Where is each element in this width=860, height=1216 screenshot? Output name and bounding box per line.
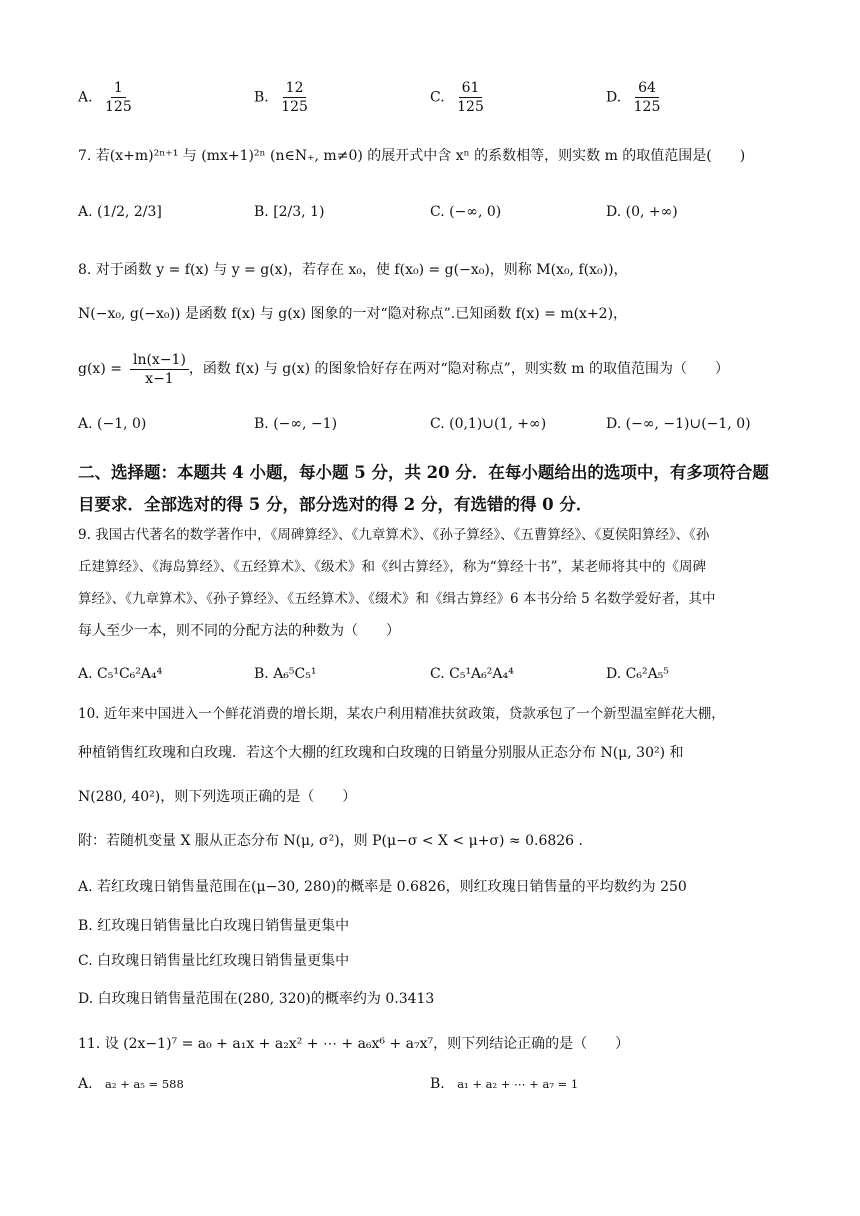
q6-option-d bbox=[606, 80, 660, 115]
denominator: 125 bbox=[105, 99, 132, 116]
q7-option-a: A. (1/2, 2/3] bbox=[78, 204, 162, 220]
q6-option-c bbox=[430, 80, 484, 115]
q6-option-a bbox=[78, 80, 132, 115]
numerator: 12 bbox=[283, 80, 307, 98]
q9-line-4: 每人至少一本，则不同的分配方法的种数为（ ） bbox=[78, 623, 400, 639]
q6-option-b bbox=[254, 80, 308, 115]
option-letter: B. bbox=[254, 89, 269, 106]
option-letter: A. bbox=[78, 89, 93, 106]
q9-option-a: A. C₅¹C₆²A₄⁴ bbox=[78, 666, 163, 682]
q10-line-1: 10. 近年来中国进入一个鲜花消费的增长期，某农户利用精准扶贫政策，贷款承包了一个新型温室鲜花大棚， bbox=[78, 706, 725, 722]
q8-line-3 bbox=[78, 352, 729, 387]
option-letter: D. bbox=[606, 89, 622, 106]
q10-option-a: A. 若红玫瑰日销售量范围在(μ−30, 280)的概率是 0.6826，则红玫瑰日销售量的平均数约为 250 bbox=[78, 879, 687, 895]
section-2-heading-line-1: 二、选择题：本题共 4 小题，每小题 5 分，共 20 分．在每小题给出的选项中，有多项符合题 bbox=[78, 463, 769, 482]
q9-option-c: C. C₅¹A₆²A₄⁴ bbox=[430, 666, 514, 682]
q9-line-2: 丘建算经》、《海岛算经》、《五经算术》、《级术》和《纠古算经》，称为“算经十书”，某老师将其中的《周碑 bbox=[78, 559, 707, 575]
q7-option-d: D. (0, +∞) bbox=[606, 204, 678, 220]
q8-option-c: C. (0,1)∪(1, +∞) bbox=[430, 416, 547, 432]
section-2-heading-line-2: 目要求．全部选对的得 5 分，部分选对的得 2 分，有选错的得 0 分． bbox=[78, 495, 593, 514]
q8-line-2: N(−x₀, g(−x₀)) 是函数 f(x) 与 g(x) 图象的一对“隐对称点”.已知函数 f(x) = m(x+2)， bbox=[78, 306, 628, 322]
fraction bbox=[105, 80, 132, 115]
q7-option-b: B. [2/3, 1) bbox=[254, 204, 325, 220]
q10-option-d: D. 白玫瑰日销售量范围在(280, 320)的概率约为 0.3413 bbox=[78, 991, 435, 1007]
q11-option-a-text: a₂ + a₅ = 588 bbox=[105, 1077, 184, 1091]
q9-line-3: 算经》、《九章算术》、《孙子算经》、《五经算术》、《缀术》和《缉古算经》6 本书分给 5 名数学爱好者，其中 bbox=[78, 591, 716, 607]
q10-line-2: 种植销售红玫瑰和白玫瑰．若这个大棚的红玫瑰和白玫瑰的日销量分别服从正态分布 N(μ, 30²) 和 bbox=[78, 745, 684, 761]
q8-option-b: B. (−∞, −1) bbox=[254, 416, 338, 432]
q8-option-d: D. (−∞, −1)∪(−1, 0) bbox=[606, 416, 751, 432]
fraction bbox=[634, 80, 661, 115]
numerator: ln(x−1) bbox=[130, 352, 189, 370]
numerator: 64 bbox=[635, 80, 659, 98]
option-letter: B. bbox=[430, 1076, 445, 1092]
q11-option-b-text: a₁ + a₂ + ⋯ + a₇ = 1 bbox=[457, 1077, 579, 1091]
q8-g-label: g(x) = bbox=[78, 361, 122, 378]
q11-option-b bbox=[430, 1076, 578, 1092]
denominator: 125 bbox=[457, 99, 484, 116]
denominator: x−1 bbox=[145, 371, 174, 388]
q8-fraction bbox=[130, 352, 189, 387]
q9-line-1: 9. 我国古代著名的数学著作中，《周碑算经》、《九章算术》、《孙子算经》、《五曹算经》、《夏侯阳算经》、《孙 bbox=[78, 527, 710, 543]
q11-stem: 11. 设 (2x−1)⁷ = a₀ + a₁x + a₂x² + ⋯ + a₆x⁶ + a₇x⁷，则下列结论正确的是（ ） bbox=[78, 1036, 630, 1052]
q10-option-b: B. 红玫瑰日销售量比白玫瑰日销售量更集中 bbox=[78, 918, 350, 934]
q8-line-1: 8. 对于函数 y = f(x) 与 y = g(x)，若存在 x₀，使 f(x₀) = g(−x₀)，则称 M(x₀, f(x₀))， bbox=[78, 262, 628, 278]
denominator: 125 bbox=[281, 99, 308, 116]
fraction bbox=[457, 80, 484, 115]
denominator: 125 bbox=[633, 99, 661, 116]
q10-line-3: N(280, 40²)，则下列选项正确的是（ ） bbox=[78, 789, 357, 805]
q8-option-a: A. (−1, 0) bbox=[78, 416, 147, 432]
numerator: 61 bbox=[459, 80, 483, 98]
option-letter: C. bbox=[430, 89, 445, 106]
q9-option-b: B. A₆⁵C₅¹ bbox=[254, 666, 317, 682]
q7-stem: 7. 若(x+m)²ⁿ⁺¹ 与 (mx+1)²ⁿ (n∈N₊, m≠0) 的展开式中含 xⁿ 的系数相等，则实数 m 的取值范围是( ) bbox=[78, 148, 746, 164]
q8-line-3-text: ，函数 f(x) 与 g(x) 的图象恰好存在两对“隐对称点”，则实数 m 的取值范围为（ ） bbox=[188, 361, 729, 378]
option-letter: A. bbox=[78, 1076, 93, 1092]
numerator: 1 bbox=[111, 80, 126, 98]
q11-option-a bbox=[78, 1076, 184, 1092]
q10-note: 附：若随机变量 X 服从正态分布 N(μ, σ²)，则 P(μ−σ < X < μ+σ) ≈ 0.6826 . bbox=[78, 833, 583, 849]
fraction bbox=[281, 80, 308, 115]
q7-option-c: C. (−∞, 0) bbox=[430, 204, 502, 220]
q10-option-c: C. 白玫瑰日销售量比红玫瑰日销售量更集中 bbox=[78, 953, 350, 969]
q9-option-d: D. C₆²A₅⁵ bbox=[606, 666, 669, 682]
